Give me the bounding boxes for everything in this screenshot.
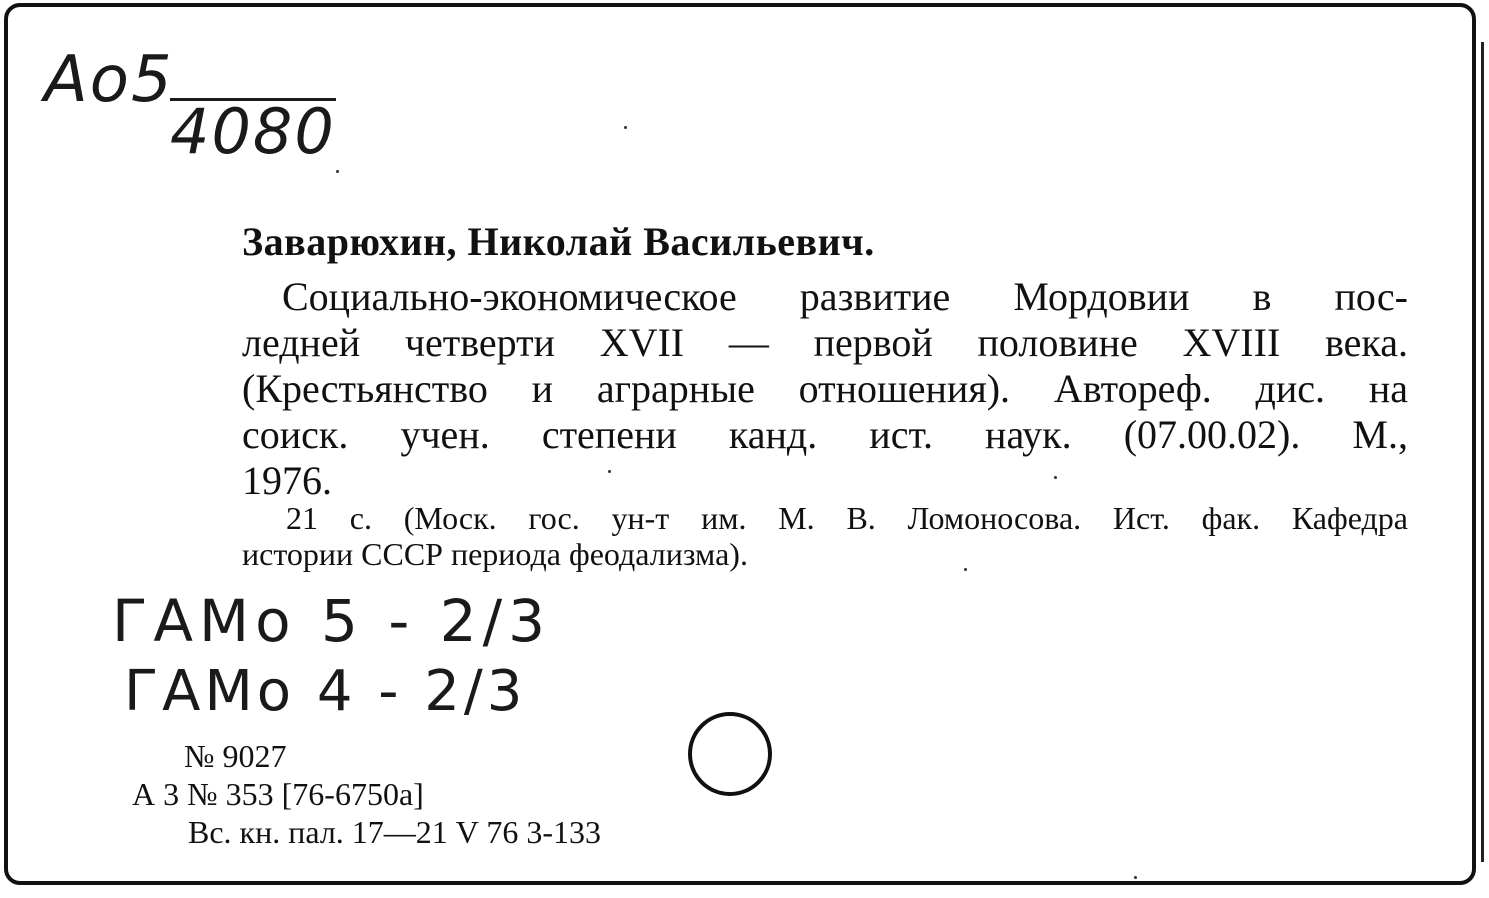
card-number: № 9027 (184, 738, 287, 774)
title-description (242, 274, 1408, 504)
registry-number: А 3 № 353 [76-6750а] (132, 776, 424, 812)
speck (964, 568, 967, 571)
speck (336, 170, 339, 173)
speck (608, 470, 611, 473)
handwritten-location-1: ГАМо 5 - 2/3 (112, 587, 552, 655)
pagination-note (242, 500, 1408, 572)
pagination-line: 21 с. (Моск. гос. ун-т им. М. В. Ломоносова. Ист. фак. Кафедра (286, 500, 1408, 536)
handwritten-shelf-code: Ao5 (44, 43, 174, 117)
title-line: 1976. (242, 458, 332, 503)
speck (1054, 476, 1057, 479)
handwritten-shelf-number: 4080 (170, 95, 336, 168)
handwritten-location-2: ГАМо 4 - 2/3 (124, 659, 527, 724)
title-line: Социально-экономическое развитие Мордовии в пос- (282, 274, 1408, 319)
title-line: (Крестьянство и аграрные отношения). Автореф. дис. на (242, 366, 1408, 411)
pagination-line: истории СССР периода феодализма). (242, 536, 748, 572)
speck (1134, 876, 1137, 879)
speck (624, 126, 627, 129)
book-chamber-note: Вс. кн. пал. 17—21 V 76 3-133 (188, 814, 601, 850)
filing-hole (688, 712, 772, 796)
title-line: соиск. учен. степени канд. ист. наук. (07.00.02). М., (242, 412, 1408, 457)
title-line: ледней четверти XVII — первой половине XVIII века. (242, 320, 1408, 365)
card-edge-mark (1481, 42, 1484, 862)
author-name: Заварюхин, Николай Васильевич. (242, 219, 875, 264)
